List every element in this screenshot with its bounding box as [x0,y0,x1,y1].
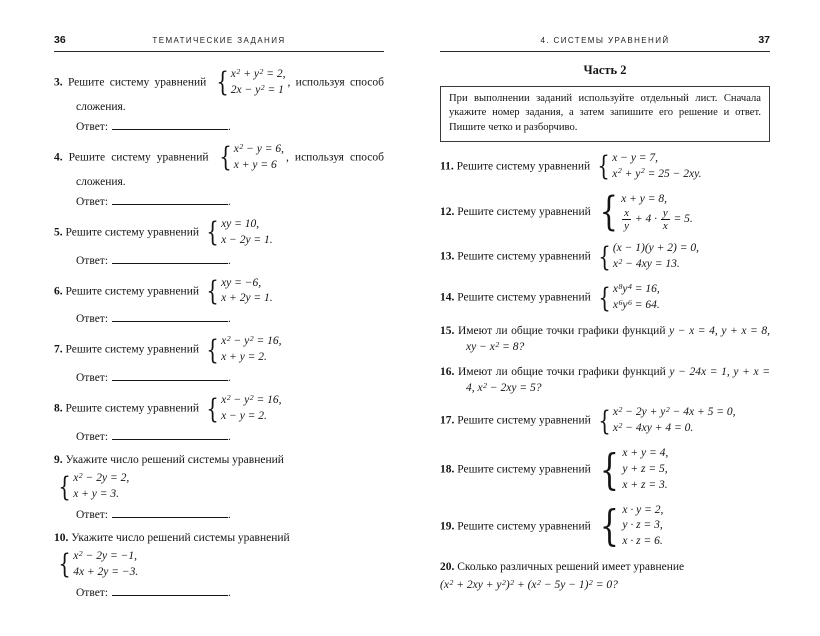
equation: $x^8y^4 = 16$, [612,281,660,296]
problem-number: 6. [54,285,63,298]
equation-system [204,334,282,366]
superscript: 2 [640,166,645,176]
superscript: 4 [627,281,632,291]
page-header-left [54,34,384,52]
system-equations [231,67,286,99]
system-equations [221,276,273,308]
superscript: 2 [236,66,241,76]
problem-17 [440,405,770,437]
answer-label: Ответ: [76,120,109,133]
equation-system [596,282,660,314]
equation-system [204,393,282,425]
superscript: 2 [617,166,622,176]
equation-line: $(x^2 + 2xy + y^2)^2 + (x^2 - 5y - 1)^2 = 0$? [440,577,618,592]
answer-blank [112,119,228,130]
equation: xy = −6, [221,276,262,289]
answer-suffix: . [228,120,231,133]
problem-statement: 19. Решите систему уравнений { x · y = 2, y · z = 3, x · z = 6. [440,501,664,551]
problem-number: 9. [54,454,63,467]
system-equations [613,282,660,314]
answer-blank [112,311,228,322]
superscript: 2 [249,334,254,344]
system-brace: { [598,282,611,314]
equation: x · z = 6. [622,535,663,548]
superscript: 2 [618,420,623,430]
problem-statement: 13. Решите систему уравнений { (x − 1)(y + 2) = 0, $x^2 - 4xy = 13$. [440,241,700,273]
problem-number: 15. [440,324,455,337]
page-header-right [440,34,770,52]
problem-statement: 9. Укажите число решений системы уравнений [54,454,284,467]
superscript: 6 [618,297,623,307]
system-equations [612,151,701,183]
equation: $x^2 - y^2 = 16$, [221,334,282,348]
equation-system [217,142,284,174]
equation: x + 2y = 1. [221,292,273,305]
problem-statement: 15. Имеют ли общие точки графики функций y − x = 4, y + x = 8, xy − $x^2 = 8$? [440,324,770,353]
problem-20 [440,559,770,593]
problem-statement: 3. Решите систему уравнений { $x^2 + y^2 = 2$, $2x - y^2 = 1$ , используя способ сложения. [54,66,385,113]
superscript: 2 [249,392,254,402]
problem-statement: 11. Решите систему уравнений { x − y = 7, $x^2 + y^2 = 25 - 2xy$. [440,151,702,183]
problem-statement: 17. Решите систему уравнений { $x^2 - 2y + y^2 - 4x + 5 = 0$, $x^2 - 4xy + 4 = 0$. [440,405,736,437]
problem-statement: 20. Сколько различных решений имеет уравнение [440,561,685,574]
equation: $x^6y^6 = 64$. [612,297,660,312]
answer-label: Ответ: [76,430,109,443]
answer-line [76,429,384,445]
page-37 [440,34,770,618]
fraction-numerator: x [624,207,629,220]
answer-suffix: . [228,508,231,521]
superscript: 2 [537,577,541,587]
superscript: 2 [449,577,454,587]
system-brace: { [206,334,219,366]
answer-blank [112,585,228,596]
system-equations [221,217,273,249]
equation: $x^2 - y = 6$, [233,141,284,155]
equation: $x^2 - y^2 = 16$, [221,392,282,407]
answer-suffix: . [228,586,231,599]
equation: $x^2 - 4xy + 4 = 0$. [612,420,694,435]
equation-system [596,189,693,236]
equation: x − 2y = 1. [221,233,273,246]
equation: x + y = 8, [621,192,667,205]
answer-label: Ответ: [76,313,109,326]
fraction [661,207,670,232]
answer-label: Ответ: [76,372,109,385]
answer-line [76,311,384,327]
problem-statement: 4. Решите систему уравнений { $x^2 - y = 6$, x + y = 6 , используя способ сложения. [54,141,384,188]
inline-math: y − x = 4, y + x = 8, xy − $x^2 = 8$? [466,324,770,353]
answer-suffix: . [228,254,231,267]
equation-system [596,446,669,494]
system-block [54,549,384,581]
problem-14 [440,282,770,314]
equation: $x^2 - 4xy = 13$. [612,257,680,271]
system-brace: { [58,471,71,503]
system-brace: { [206,217,219,249]
superscript: 2 [665,405,670,414]
answer-suffix: . [228,313,231,326]
equation: y · z = 3, [622,519,663,532]
system-equations [621,192,693,233]
problem-number: 17. [440,414,455,427]
instruction-box: При выполнении заданий используйте отдельный лист. Сначала укажите номер задания, а затем запишите его решение и ответ. Пишите четко и разборчиво. [440,86,770,142]
answer-blank [112,370,228,381]
problem-statement: 6. Решите систему уравнений { xy = −6, x + 2y = 1. [54,275,273,307]
problem-12 [440,189,770,236]
problem-4 [54,142,384,210]
problem-number: 16. [440,366,455,379]
superscript: 2 [226,392,231,402]
system-brace: { [216,67,229,99]
equation-system [595,151,701,183]
system-equations [73,471,129,503]
equation: 4x + 2y = −3. [73,565,139,578]
equation-system [204,217,273,249]
equation: x + z = 3. [622,478,668,491]
equation: $2x - y^2 = 1$ [230,82,284,96]
superscript: 2 [588,577,593,587]
superscript: 2 [259,66,264,76]
problem-statement: 8. Решите систему уравнений { $x^2 - y^2 = 16$, x − y = 2. [54,392,282,425]
problem-number: 20. [440,561,455,574]
inline-math: y − 24x = 1, y + x = 4, $x^2 - 2xy = 5$? [466,366,770,395]
equation: x − y = 7, [612,151,659,164]
system-equations [622,446,668,494]
equation-system [56,471,129,503]
equation-system [596,405,736,437]
system-brace: { [599,189,618,236]
system-equations [613,405,736,437]
equation: x + y = 3. [73,488,120,501]
equation: x · y = 2, [622,503,664,516]
problem-16 [440,364,770,396]
system-brace: { [598,241,611,273]
equation: $\frac{x}{y}$ + 4 · $\frac{y}{x}$ = 5. [624,207,693,233]
problem-statement: 12. Решите систему уравнений { x + y = 8, $\frac{x}{y}$ + 4 · $\frac{y}{x}$ = 5. [440,189,693,236]
equation: $x^2 + y^2 = 2$, [230,66,286,80]
problem-number: 3. [54,76,63,89]
answer-label: Ответ: [76,586,109,599]
equation-system [204,276,273,308]
superscript: 2 [78,548,83,558]
system-brace: { [58,549,71,581]
problem-statement: 16. Имеют ли общие точки графики функций y − 24x = 1, y + x = 4, $x^2 - 2xy = 5$? [440,366,770,395]
problem-7 [54,334,384,386]
superscript: 2 [501,577,506,587]
problem-statement: 10. Укажите число решений системы уравнений [54,531,290,544]
problem-statement: 14. Решите систему уравнений { $x^8y^4 = 16$, $x^6y^6 = 64$. [440,281,660,314]
system-brace: { [206,275,219,307]
system-brace: { [206,393,219,425]
superscript: 8 [618,281,623,291]
problem-3 [54,67,384,135]
system-brace: { [599,501,619,551]
system-equations [73,549,138,581]
system-block [54,471,384,503]
answer-blank [112,507,228,518]
equation: $x^2 + y^2 = 25 - 2xy$. [612,166,702,180]
equation: y + z = 5, [622,462,668,475]
answer-label: Ответ: [76,195,109,208]
page-number-left: 36 [54,34,66,46]
problem-statement: 5. Решите систему уравнений { xy = 10, x − 2y = 1. [54,217,273,249]
running-title-left: ТЕМАТИЧЕСКИЕ ЗАДАНИЯ [152,36,286,45]
fraction-denominator: x [662,220,668,233]
superscript: 2 [618,405,623,414]
problem-19 [440,503,770,551]
problem-11 [440,151,770,183]
equation: (x − 1)(y + 2) = 0, [612,242,700,255]
equation: x − y = 2. [221,410,267,423]
problem-number: 7. [54,343,63,356]
system-brace: { [598,405,611,437]
page-36 [54,34,384,618]
superscript: 2 [226,334,231,344]
equation-system [214,67,286,99]
part-title: Часть 2 [583,63,627,77]
superscript: 6 [627,297,632,307]
system-brace: { [599,444,619,494]
problem-9 [54,452,384,523]
answer-line [76,370,384,386]
system-equations [221,393,281,425]
answer-line [76,119,384,135]
answer-suffix: . [228,195,231,208]
problem-number: 14. [440,291,455,304]
problem-statement: 18. Решите систему уравнений { x + y = 4, y + z = 5, x + z = 3. [440,444,669,494]
superscript: 2 [510,577,515,587]
equation: $x^2 - 2y = -1$, [73,548,137,563]
answer-blank [112,253,228,264]
system-brace: { [597,151,610,183]
answer-blank [112,429,228,440]
superscript: 2 [483,380,488,390]
problem-number: 8. [54,402,63,415]
problems-list-left [54,67,384,601]
problem-5 [54,217,384,269]
equation: xy = 10, [221,217,260,230]
equation: x + y = 6 [233,158,277,171]
superscript: 2 [239,141,244,151]
equation-system [596,503,664,551]
answer-line [76,507,384,523]
fraction-numerator: y [662,207,668,220]
equation: x + y = 4, [622,447,669,459]
problem-number: 5. [54,226,63,239]
answer-label: Ответ: [76,254,109,267]
problem-18 [440,446,770,494]
superscript: 2 [618,257,623,267]
problem-8 [54,393,384,445]
superscript: 2 [495,339,500,349]
problem-number: 13. [440,250,455,263]
equation-system [596,241,699,273]
running-title-right: 4. СИСТЕМЫ УРАВНЕНИЙ [540,36,670,45]
system-equations [234,142,284,174]
problem-number: 19. [440,520,455,533]
system-equations [613,241,699,273]
problem-10 [54,530,384,601]
answer-blank [112,194,228,205]
problem-number: 10. [54,531,69,544]
problem-13 [440,241,770,273]
problem-statement: 7. Решите систему уравнений { $x^2 - y^2 = 16$, x + y = 2. [54,334,282,366]
problem-6 [54,276,384,328]
problem-number: 18. [440,463,455,476]
page-number-right: 37 [758,34,770,46]
answer-suffix: . [228,430,231,443]
system-brace: { [218,142,232,174]
problem-number: 12. [440,205,455,218]
equation: x + y = 2. [221,351,267,364]
fraction [622,207,631,232]
fraction-denominator: y [624,220,629,233]
superscript: 2 [260,82,265,92]
system-equations [221,334,281,366]
answer-line [76,194,384,210]
answer-suffix: . [228,372,231,385]
answer-line [76,253,384,269]
answer-line [76,585,384,601]
equation: $x^2 - 2y = 2$, [73,470,130,485]
problem-15 [440,323,770,355]
problem-number: 11. [440,160,454,173]
equation-system [56,549,138,581]
answer-label: Ответ: [76,508,109,521]
problem-number: 4. [54,151,63,164]
problems-list-right [440,151,770,593]
superscript: 2 [78,470,83,480]
equation: $x^2 - 2y + y^2 - 4x + 5 = 0$, [612,405,736,419]
system-equations [622,503,663,551]
